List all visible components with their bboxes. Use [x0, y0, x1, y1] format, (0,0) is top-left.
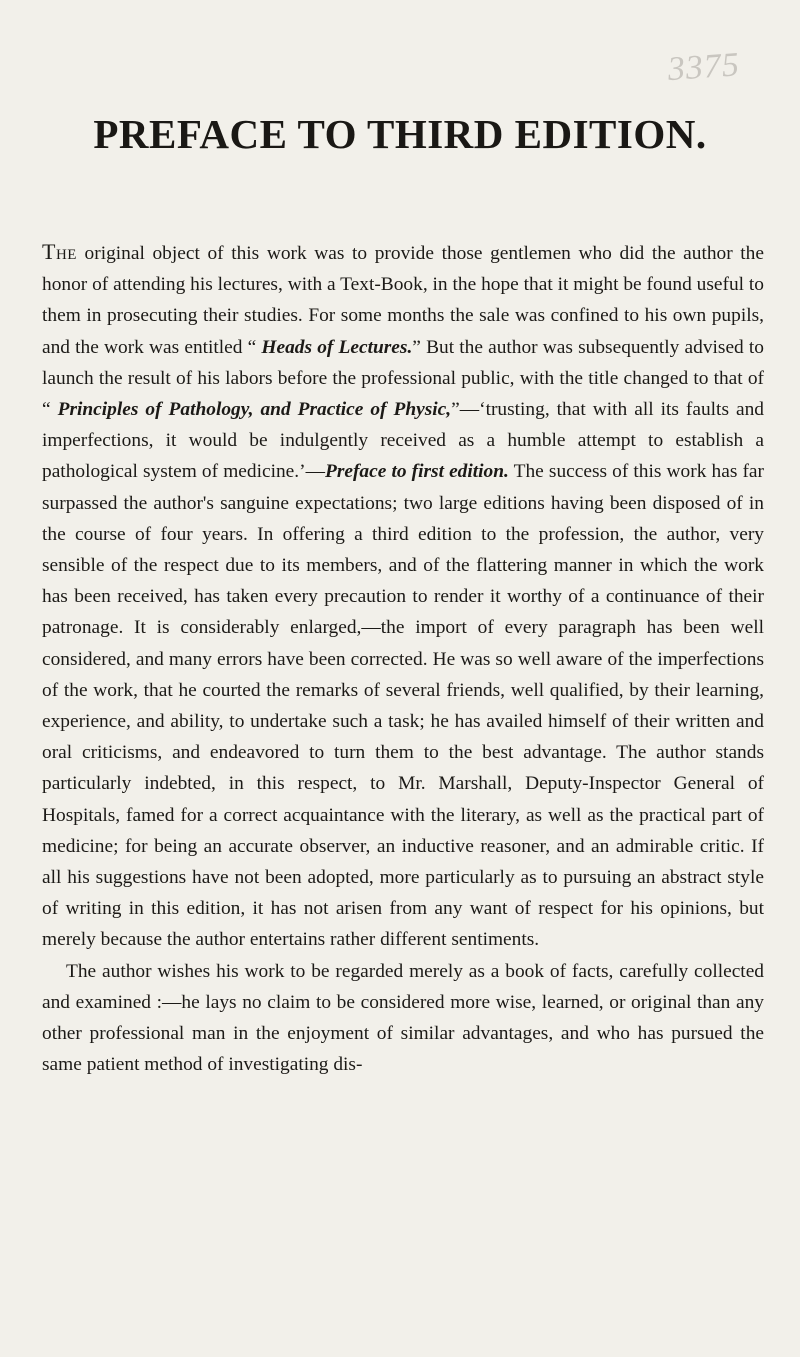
title-principles-of-pathology: Principles of Pathology, and Practice of Physic,	[57, 399, 452, 421]
paragraph-1-text-d: The success of this work has far surpassed the author's sanguine expectations; two large editions having been disposed of in the course of four years. In offering a third edition to the profession, the author, very sensible of the respect due to its members, and of the flattering manner in which the work has been received, has taken every precaution to render it worthy of a continuance of their patronage. It is considerably enlarged,—the import of every paragraph has been well considered, and many errors have been corrected. He was so well aware of the imperfections of the work, that he courted the remarks of several friends, well qualified, by their learning, experience, and ability, to undertake such a task; he has availed himself of their written and oral criticisms, and endeavored to turn them to the best advantage. The author stands particularly indebted, in this respect, to Mr. Marshall, Deputy-Inspector General of Hospitals, famed for a correct acquaintance with the literary, as well as the practical part of medicine; for being an accurate observer, an inductive reasoner, and an admirable critic. If all his suggestions have not been adopted, more particularly as to pursuing an abstract style of writing in this edition, it has not arisen from any want of respect for his opinions, but merely because the author entertains rather different sentiments.	[42, 461, 764, 951]
library-shelfmark: 3375	[666, 46, 741, 89]
preface-body	[42, 236, 764, 1080]
paragraph-1-text-b: ” But the author was subsequently advised to launch the result of his labors before the professional public, with the title changed to that of “	[42, 336, 764, 421]
citation-preface-first-edition: Preface to first edition.	[324, 461, 509, 483]
paragraph-1-text-c: ”—‘trusting, that with all its faults and imperfections, it would be indulgently received as a humble attempt to establish a pathological system of medicine.’—	[42, 399, 764, 483]
title-heads-of-lectures: Heads of Lectures.	[261, 336, 413, 358]
paragraph-1-text-a: original object of this work was to provide those gentlemen who did the author the honor of attending his lectures, with a Text-Book, in the hope that it might be found useful to them in prosecuting their studies. For some months the sale was confined to his own pupils, and the work was entitled “	[42, 243, 764, 358]
paragraph-1	[42, 236, 764, 956]
page-title: PREFACE TO THIRD EDITION.	[93, 111, 707, 157]
paragraph-2: The author wishes his work to be regarded merely as a book of facts, carefully collected and examined :—he lays no claim to be considered more wise, learned, or original than any other professional man in the enjoyment of similar advantages, and who has pursued the same patient method of investigating dis-	[42, 960, 764, 1076]
lead-word: The	[42, 239, 77, 264]
